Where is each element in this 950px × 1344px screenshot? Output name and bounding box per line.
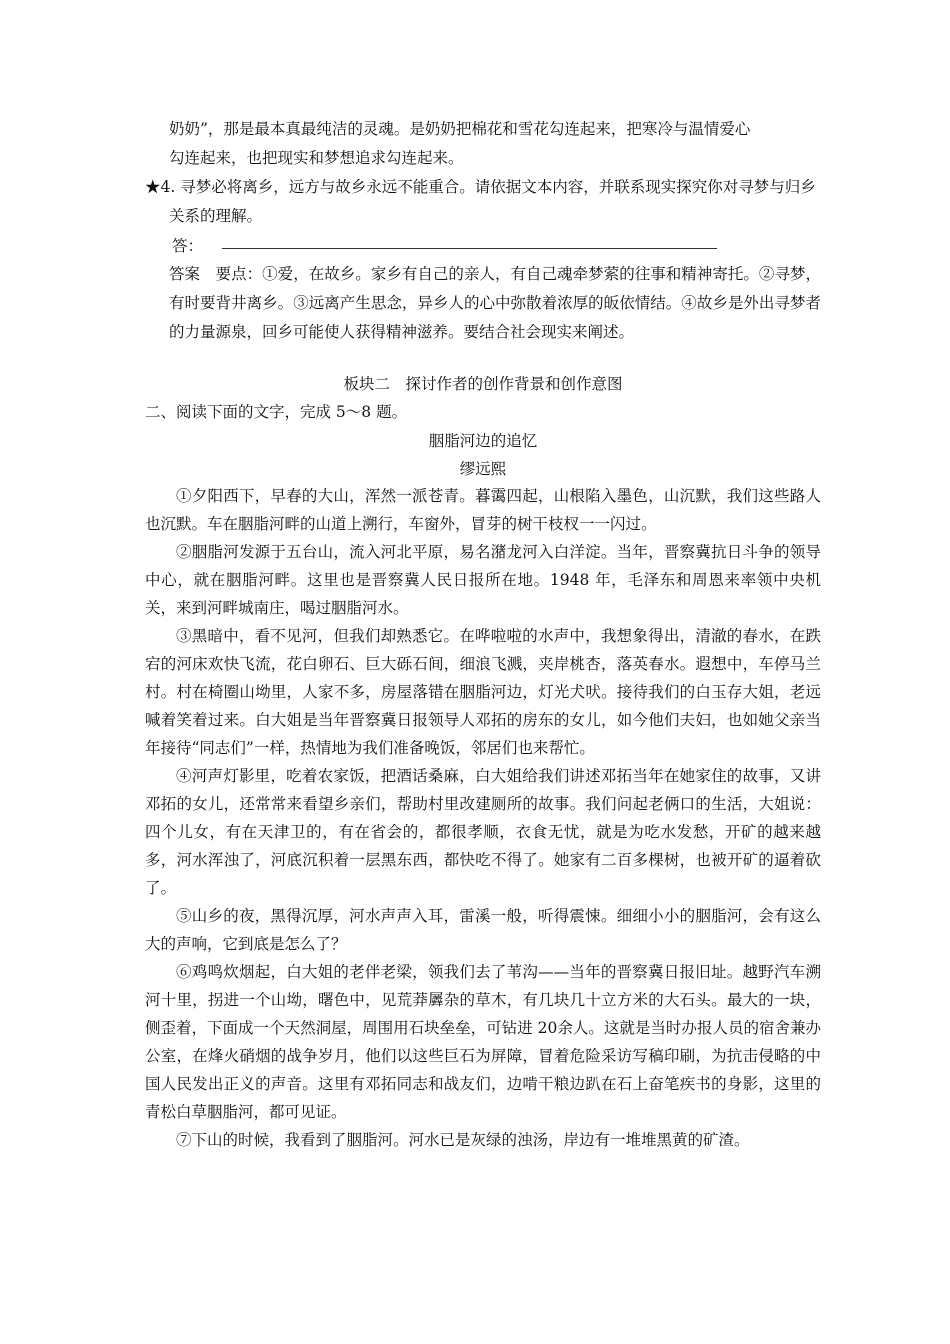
article-author: 缪远熙 bbox=[459, 460, 507, 478]
section-title: 板块二 探讨作者的创作背景和创作意图 bbox=[343, 375, 623, 393]
paragraph-3: ③黑暗中，看不见河，但我们却熟悉它。在哗啦啦的水声中，我想象得出，清澈的春水，在跌宕的河床欢快飞流，花白卵石、巨大砾石间，细浪飞溅，夹岸桃杏，落英春水。遐想中，车停马兰村。村在椅圈山坳里，人家不多，房屋落错在胭脂河边，灯光犬吠。接待我们的白玉存大姐，老远喊着笑着过来。白大姐是当年晋察冀日报领导人邓拓的房东的女儿，如今他们夫妇，也如她父亲当年接待“同志们”一样，热情地为我们准备晚饭，邻居们也来帮忙。 bbox=[145, 627, 821, 757]
answer-key bbox=[169, 260, 821, 347]
answer-blank-line bbox=[222, 248, 717, 249]
article-title: 胭脂河边的追忆 bbox=[428, 432, 538, 450]
paragraph-6: ⑥鸡鸣炊烟起，白大姐的老伴老梁，领我们去了苇沟——当年的晋察冀日报旧址。越野汽车溯河十里，拐进一个山坳，曙色中，见荒莽羼杂的草木，有几块几十立方米的大石头。最大的一块，侧歪着，下面成一个天然洞屋，周围用石块垒垒，可钻进 20余人。这就是当时办报人员的宿舍兼办公室，在烽火硝烟的战争岁月，他们以这些巨石为屏障，冒着危险采访写稿印刷，为抗击侵略的中国人民发出正义的声音。这里有邓拓同志和战友们，边啃干粮边趴在石上奋笔疾书的身影，这里的青松白草胭脂河，都可见证。 bbox=[145, 963, 821, 1121]
paragraph-2: ②胭脂河发源于五台山，流入河北平原，易名潴龙河入白洋淀。当年，晋察冀抗日斗争的领导中心，就在胭脂河畔。这里也是晋察冀人民日报所在地。1948 年，毛泽东和周恩来率领中央机关，来到河畔城南庄，喝过胭脂河水。 bbox=[145, 543, 821, 617]
previous-answer-continuation bbox=[169, 115, 821, 173]
article-body bbox=[145, 482, 821, 1154]
answer-label: 答： bbox=[172, 237, 204, 255]
paragraph-4: ④河声灯影里，吃着农家饭，把酒话桑麻，白大姐给我们讲述邓拓当年在她家住的故事，又讲邓拓的女儿，还常常来看望乡亲们，帮助村里改建厕所的故事。我们问起老俩口的生活，大姐说：四个儿女，有在天津卫的，有在省会的，都很孝顺，衣食无忧，就是为吃水发愁，开矿的越来越多，河水浑浊了，河底沉积着一层黑东西，都快吃不得了。她家有二百多棵树，也被开矿的逼着砍了。 bbox=[145, 767, 821, 897]
question-4 bbox=[145, 173, 821, 231]
paragraph-5: ⑤山乡的夜，黑得沉厚，河水声声入耳，雷溪一般，听得震悚。细细小小的胭脂河，会有这么大的声响，它到底是怎么了？ bbox=[145, 907, 821, 953]
part-2-instruction: 二、阅读下面的文字，完成 5～8 题。 bbox=[145, 403, 408, 421]
paragraph-1: ①夕阳西下，早春的大山，浑然一派苍青。暮霭四起，山根陷入墨色，山沉默，我们这些路人也沉默。车在胭脂河畔的山道上溯行，车窗外，冒芽的树干枝杈一一闪过。 bbox=[145, 487, 821, 533]
previous-answer-line-1: 奶奶”，那是最本真最纯洁的灵魂。是奶奶把棉花和雪花勾连起来，把寒冷与温情爱心 bbox=[169, 120, 751, 138]
previous-answer-line-2: 勾连起来，也把现实和梦想追求勾连起来。 bbox=[169, 149, 464, 167]
answer-key-text: 答案 要点：①爱，在故乡。家乡有自己的亲人，有自己魂牵梦萦的往事和精神寄托。②寻梦，有时要背井离乡。③远离产生思念，异乡人的心中弥散着浓厚的皈依情结。④故乡是外出寻梦者的力量源泉，回乡可能使人获得精神滋养。要结合社会现实来阐述。 bbox=[169, 265, 821, 341]
paragraph-7: ⑦下山的时候，我看到了胭脂河。河水已是灰绿的浊汤，岸边有一堆堆黑黄的矿渣。 bbox=[176, 1131, 750, 1149]
question-4-text: ★4. 寻梦必将离乡，远方与故乡永远不能重合。请依据文本内容，并联系现实探究你对寻梦与归乡关系的理解。 bbox=[145, 178, 816, 225]
